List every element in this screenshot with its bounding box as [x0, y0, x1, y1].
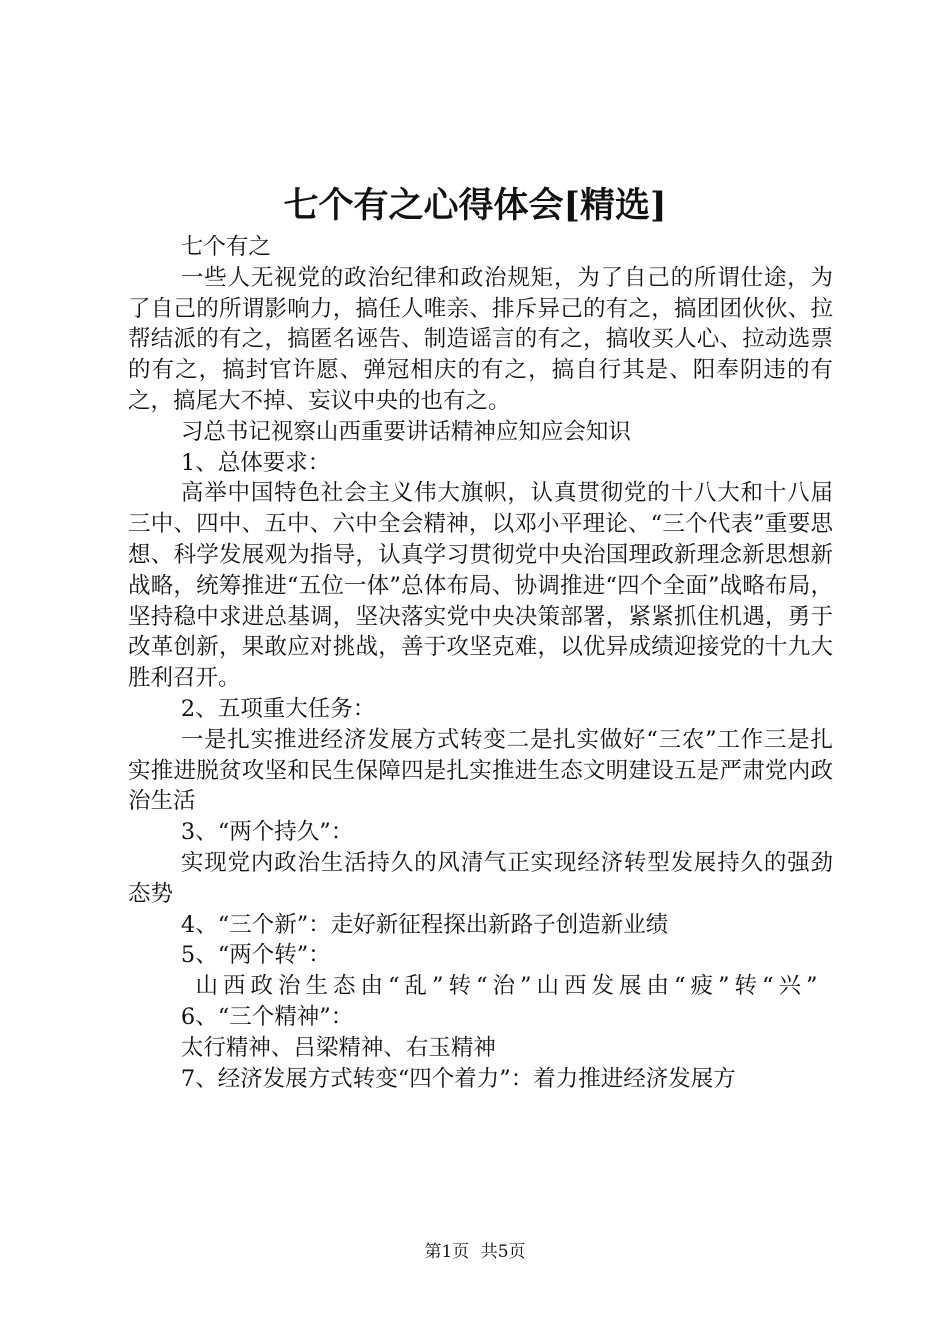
paragraph-item-3-content: 实现党内政治生活持久的风清气正实现经济转型发展持久的强劲态势 [128, 849, 833, 907]
paragraph-item-1-content: 高举中国特色社会主义伟大旗帜，认真贯彻党的十八大和十八届三中、四中、五中、六中全会精神，以邓小平理论、“三个代表”重要思想、科学发展观为指导，认真学习贯彻党中央治国理政新理念新思想新战略，统筹推进“五位一体”总体布局、协调推进“四个全面”战略布局，坚持稳中求进总基调，坚决落实党中央决策部署，紧紧抓住机遇，勇于改革创新，果敢应对挑战，善于攻坚克难，以优异成绩迎接党的十九大胜利召开。 [128, 480, 833, 692]
paragraph-item-5-heading: 5、“两个转”： [180, 942, 331, 969]
paragraph-item-3-heading: 3、“两个持久”： [180, 819, 354, 846]
paragraph-item-1-heading: 1、总体要求： [180, 449, 331, 476]
document-title: 七个有之心得体会[精选] [283, 185, 667, 226]
paragraph-item-2-content: 一是扎实推进经济发展方式转变二是扎实做好“三农”工作三是扎实推进脱贫攻坚和民生保障四是扎实推进生态文明建设五是严肃党内政治生活 [128, 726, 833, 815]
paragraph-item-6-content: 太行精神、吕梁精神、右玉精神 [180, 1034, 496, 1061]
paragraph-item-6-heading: 6、“三个精神”： [180, 1003, 354, 1030]
paragraph-section-heading: 习总书记视察山西重要讲话精神应知应会知识 [180, 418, 631, 445]
paragraph-subtitle: 七个有之 [180, 234, 271, 260]
page-number-footer: 第1页 共5页 [424, 1242, 526, 1262]
paragraph-item-5-content: 山西政治生态由“乱”转“治”山西发展由“疲”转“兴” [195, 973, 823, 1000]
paragraph-qige-youzhi: 一些人无视党的政治纪律和政治规矩，为了自己的所谓仕途，为了自己的所谓影响力，搞任人唯亲、排斥异己的有之，搞团团伙伙、拉帮结派的有之，搞匿名诬告、制造谣言的有之，搞收买人心、拉动选票的有之，搞封官许愿、弹冠相庆的有之，搞自行其是、阳奉阴违的有之，搞尾大不掉、妄议中央的也有之。 [128, 264, 833, 414]
document-body [128, 232, 833, 1094]
paragraph-item-7: 7、经济发展方式转变“四个着力”：着力推进经济发展方 [180, 1065, 736, 1092]
paragraph-item-2-heading: 2、五项重大任务： [180, 695, 376, 722]
paragraph-item-4: 4、“三个新”：走好新征程探出新路子创造新业绩 [180, 911, 669, 938]
